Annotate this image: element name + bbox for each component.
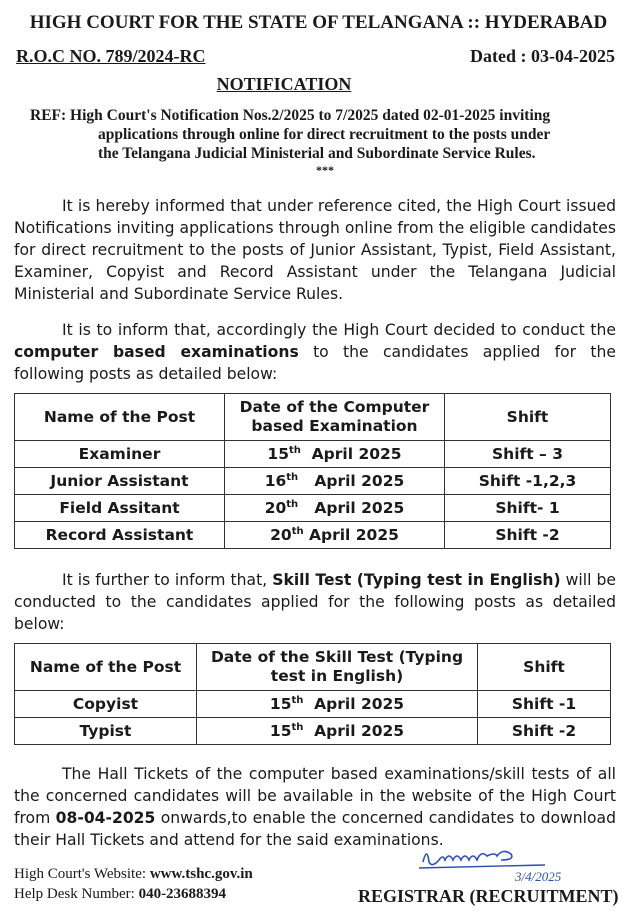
text: will be conducted to the candidates applied for the following posts as detailed below: xyxy=(14,571,616,633)
table-header-row xyxy=(15,394,611,441)
roc-number: R.O.C NO. 789/2024-RC xyxy=(16,46,206,66)
text: It is further to inform that, xyxy=(62,571,273,589)
ref-text-1: High Court's Notification Nos.2/2025 to 7/2025 dated 02-01-2025 inviting xyxy=(70,107,551,124)
post-name: Junior Assistant xyxy=(15,468,225,495)
shift: Shift -1,2,3 xyxy=(445,468,611,495)
month-year: April 2025 xyxy=(303,525,399,544)
table-row xyxy=(15,691,611,718)
post-name: Typist xyxy=(15,718,197,745)
text: onwards,to enable the concerned candidates to download their Hall Tickets and attend for the said examinations. xyxy=(14,809,616,849)
shift: Shift -1 xyxy=(478,691,611,718)
emphasis: Skill Test (Typing test in English) xyxy=(272,571,561,589)
month-year: April 2025 xyxy=(303,721,405,740)
website-link[interactable]: www.tshc.gov.in xyxy=(149,866,253,882)
skill-test-table xyxy=(14,643,611,745)
day-suffix: th xyxy=(291,525,304,537)
registrar-title: REGISTRAR (RECRUITMENT) xyxy=(358,886,619,906)
month-year: April 2025 xyxy=(298,498,405,517)
col-header: Name of the Post xyxy=(15,394,225,441)
day-suffix: th xyxy=(291,721,304,733)
document-body xyxy=(14,106,616,851)
exam-date xyxy=(225,468,445,495)
exam-date xyxy=(197,718,478,745)
signature xyxy=(415,840,605,884)
ref-text-3: the Telangana Judicial Ministerial and Subordinate Service Rules. xyxy=(98,145,536,162)
exam-date xyxy=(225,441,445,468)
post-name: Record Assistant xyxy=(15,522,225,549)
month-year: April 2025 xyxy=(303,694,405,713)
month-year: April 2025 xyxy=(298,471,405,490)
col-header: Date of the Computer based Examination xyxy=(225,394,445,441)
post-name: Copyist xyxy=(15,691,197,718)
day: 16 xyxy=(264,471,287,490)
separator-stars: *** xyxy=(316,163,334,177)
paragraph-2 xyxy=(14,319,616,385)
post-name: Examiner xyxy=(15,441,225,468)
table-row xyxy=(15,718,611,745)
day: 15 xyxy=(269,694,292,713)
shift: Shift – 3 xyxy=(445,441,611,468)
table-row xyxy=(15,441,611,468)
court-title: HIGH COURT FOR THE STATE OF TELANGANA :: HYDERABAD xyxy=(29,12,608,33)
day: 20 xyxy=(270,525,292,544)
table-row xyxy=(15,495,611,522)
day-suffix: th xyxy=(288,444,301,456)
paragraph-1: It is hereby informed that under reference cited, the High Court issued Notifications inviting applications through online from the eligible candidates for direct recruitment to the posts of Junior Assistant, Typist, Field Assistant, Examiner, Copyist and Record Assistant under the Telangana Judicial Ministerial and Subordinate Service Rules. xyxy=(14,197,616,303)
col-header: Shift xyxy=(445,394,611,441)
day-suffix: th xyxy=(286,471,299,483)
reference xyxy=(30,106,616,163)
exam-schedule-table xyxy=(14,393,611,549)
emphasis: computer based examinations xyxy=(14,343,299,361)
exam-date xyxy=(225,522,445,549)
paragraph-4 xyxy=(14,763,616,851)
table-header-row xyxy=(15,644,611,691)
shift: Shift -2 xyxy=(478,718,611,745)
day-suffix: th xyxy=(291,694,304,706)
signature-date: 3/4/2025 xyxy=(515,869,562,884)
ref-text-2: applications through online for direct recruitment to the posts under xyxy=(98,126,551,143)
exam-date xyxy=(197,691,478,718)
table-row xyxy=(15,522,611,549)
label: High Court's Website: xyxy=(14,866,150,882)
exam-date xyxy=(225,495,445,522)
helpdesk-line xyxy=(14,886,226,903)
shift: Shift -2 xyxy=(445,522,611,549)
text: The Hall Tickets of the computer based examinations/skill tests of all the concerned candidates will be available in the website of the High Court from xyxy=(14,765,616,827)
col-header: Name of the Post xyxy=(15,644,197,691)
label: Help Desk Number: xyxy=(14,886,139,902)
text: to the candidates applied for the following posts as detailed below: xyxy=(14,343,616,383)
day: 15 xyxy=(267,444,289,463)
month-year: April 2025 xyxy=(300,444,402,463)
helpdesk-number: 040-23688394 xyxy=(138,886,227,902)
post-name: Field Assitant xyxy=(15,495,225,522)
col-header: Shift xyxy=(478,644,611,691)
day-suffix: th xyxy=(286,498,299,510)
website-line xyxy=(14,866,253,883)
table-row xyxy=(15,468,611,495)
notification-heading: NOTIFICATION xyxy=(216,74,352,94)
paragraph-3 xyxy=(14,569,616,635)
day: 15 xyxy=(269,721,292,740)
shift: Shift- 1 xyxy=(445,495,611,522)
ref-label: REF: xyxy=(30,107,67,124)
day: 20 xyxy=(264,498,287,517)
date: Dated : 03-04-2025 xyxy=(470,46,615,66)
hall-ticket-date: 08-04-2025 xyxy=(55,809,156,827)
text: It is to inform that, accordingly the High Court decided to conduct the xyxy=(62,321,616,339)
col-header: Date of the Skill Test (Typing test in English) xyxy=(197,644,478,691)
